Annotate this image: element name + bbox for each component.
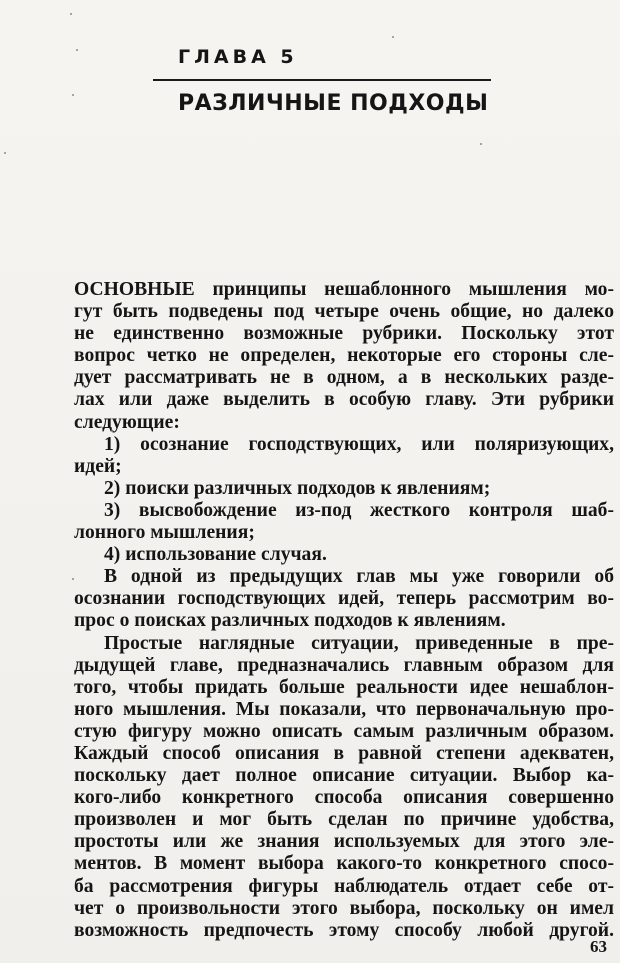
text-line: лах или даже выделить в особую главу. Эти рубрики <box>74 389 614 411</box>
text-line: произволен и мог быть сделан по причине удобства, <box>74 809 614 831</box>
scan-speck <box>4 152 6 154</box>
page-number: 63 <box>590 937 607 956</box>
text-line: простоты или же знания используемых для этого эле- <box>74 831 614 853</box>
text-line: идей; <box>74 455 122 477</box>
text-line: того, чтобы придать больше реальности идее нешаблон- <box>74 676 614 698</box>
scan-speck <box>76 49 78 51</box>
chapter-title: РАЗЛИЧНЫЕ ПОДХОДЫ <box>178 91 489 116</box>
scan-speck <box>480 143 482 145</box>
list-item-2: 2) поиски различных подходов к явлениям; <box>104 477 491 499</box>
text-line: следующие: <box>74 411 180 433</box>
paragraph-start: В одной из предыдущих глав мы уже говорили об <box>104 566 614 588</box>
text-line: чет о произвольности этого выбора, поскольку он имел <box>74 897 614 919</box>
scan-speck <box>72 94 74 96</box>
text-line: ба рассмотрения фигуры наблюдатель отдает себе от- <box>74 875 614 897</box>
list-item-3: 3) высвобождение из-под жесткого контроля шаб- <box>104 499 614 521</box>
text-line: вопрос четко не определен, некоторые его стороны сле- <box>74 345 614 367</box>
body-text <box>74 279 614 942</box>
text-line: ментов. В момент выбора какого-то конкретного спосо- <box>74 853 614 875</box>
text-line: осознании господствующих идей, теперь рассмотрим во- <box>74 588 614 610</box>
text-line: стую фигуру можно описать самым различным образом. <box>74 720 614 742</box>
list-item-1: 1) осознание господствующих, или поляризующих, <box>104 433 614 455</box>
text-line: ОСНОВНЫЕ принципы нешаблонного мышления мо- <box>74 279 614 300</box>
text-line: лонного мышления; <box>74 522 255 544</box>
chapter-rule <box>153 79 491 81</box>
text-line: не единственно возможные рубрики. Поскольку этот <box>74 323 614 345</box>
list-item-4: 4) использование случая. <box>104 544 327 566</box>
text-line: гут быть подведены под четыре очень общие, но далеко <box>74 301 614 323</box>
text-line: поскольку дает полное описание ситуации. Выбор ка- <box>74 765 614 787</box>
text-line: дыдущей главе, предназначались главным образом для <box>74 654 614 676</box>
text-line: Каждый способ описания в равной степени адекватен, <box>74 742 614 764</box>
paragraph-start: Простые наглядные ситуации, приведенные в пре- <box>104 632 614 654</box>
scan-speck <box>392 36 394 38</box>
text-line: возможность предпочесть этому способу любой другой. <box>74 919 614 941</box>
chapter-label: ГЛАВА 5 <box>178 46 298 68</box>
scan-speck <box>70 13 72 15</box>
text-line: дует рассматривать не в одном, а в нескольких разде- <box>74 367 614 389</box>
text-line: прос о поисках различных подходов к явлениям. <box>74 610 506 632</box>
text-line: кого-либо конкретного способа описания совершенно <box>74 787 614 809</box>
text-line: ного мышления. Мы показали, что первоначальную про- <box>74 698 614 720</box>
